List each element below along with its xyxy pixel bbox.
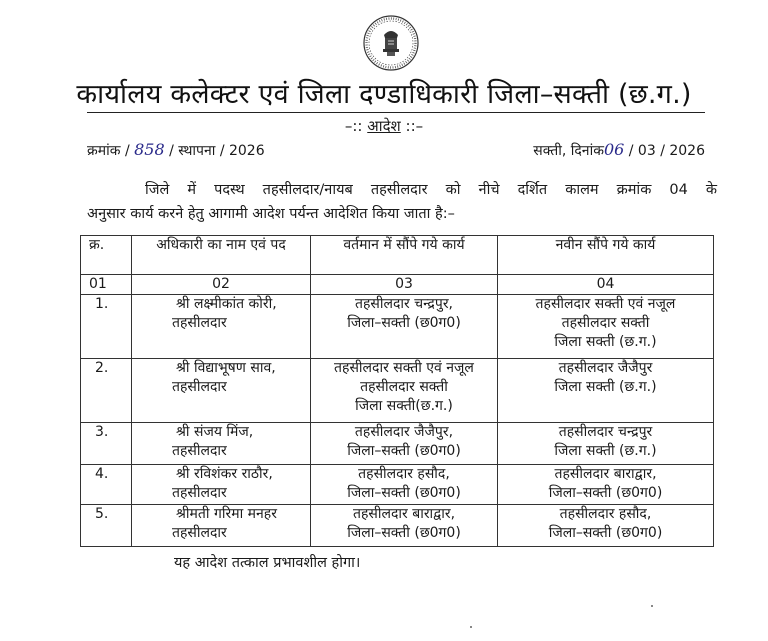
header-new: नवीन सौंपे गये कार्य	[498, 236, 714, 275]
new-line: जिला–सक्ती (छ0ग0)	[548, 485, 663, 501]
effective-note: यह आदेश तत्काल प्रभावशील होगा।	[174, 555, 361, 571]
new-line: जिला–सक्ती (छ0ग0)	[548, 525, 663, 541]
row-sr: 5.	[81, 505, 132, 547]
order-number-suffix: / स्थापना / 2026	[169, 143, 265, 159]
officer-name: श्रीमती गरिमा मनहर	[176, 506, 277, 522]
row-sr: 1.	[81, 295, 132, 359]
new-line: जिला सक्ती (छ.ग.)	[554, 379, 657, 395]
row-new	[498, 359, 714, 423]
current-line: तहसीलदार सक्ती एवं नजूल	[334, 360, 474, 376]
row-current	[311, 505, 498, 547]
col-number-4: 04	[498, 275, 714, 295]
intro-line-1: जिले में पदस्थ तहसीलदार/नायब तहसीलदार को नीचे दर्शित कालम क्रमांक 04 के	[145, 182, 717, 198]
officer-name: श्री संजय मिंज,	[176, 424, 254, 440]
order-title-left: –::	[344, 117, 368, 135]
row-current	[311, 359, 498, 423]
order-date	[533, 140, 705, 160]
table-row	[81, 359, 714, 423]
table-row	[81, 295, 714, 359]
row-new	[498, 295, 714, 359]
officer-name: श्री लक्ष्मीकांत कोरी,	[176, 296, 277, 312]
table-row	[81, 505, 714, 547]
table-row	[81, 423, 714, 465]
header-current: वर्तमान में सौंपे गये कार्य	[311, 236, 498, 275]
officer-post: तहसीलदार	[172, 485, 227, 501]
row-officer	[132, 295, 311, 359]
table-column-number-row	[81, 275, 714, 295]
current-line: तहसीलदार हसौद,	[358, 466, 450, 482]
officer-post: तहसीलदार	[172, 315, 227, 331]
order-date-suffix: / 03 / 2026	[628, 143, 705, 159]
new-line: तहसीलदार सक्ती	[561, 315, 650, 331]
row-officer	[132, 423, 311, 465]
row-officer	[132, 505, 311, 547]
row-current	[311, 423, 498, 465]
order-number-prefix: क्रमांक /	[87, 143, 130, 159]
table-header-row	[81, 236, 714, 275]
officer-name: श्री रविशंकर राठौर,	[176, 466, 273, 482]
order-date-prefix: सक्ती, दिनांक	[533, 143, 604, 159]
scan-speck	[470, 626, 472, 628]
row-new	[498, 423, 714, 465]
new-line: तहसीलदार जैजैपुर	[558, 360, 653, 376]
row-new	[498, 505, 714, 547]
intro-line-2: अनुसार कार्य करने हेतु आगामी आदेश पर्यन्त आदेशित किया जाता है:–	[87, 206, 455, 222]
row-officer	[132, 359, 311, 423]
current-line: तहसीलदार चन्द्रपुर,	[354, 296, 453, 312]
order-title	[0, 116, 768, 136]
current-line: जिला–सक्ती (छ0ग0)	[347, 443, 461, 459]
current-line: तहसीलदार जैजैपुर,	[354, 424, 454, 440]
table-row	[81, 465, 714, 505]
col-number-1: 01	[81, 275, 132, 295]
order-title-right: ::–	[400, 117, 424, 135]
current-line: जिला–सक्ती (छ0ग0)	[347, 485, 461, 501]
new-line: तहसीलदार चन्द्रपुर	[558, 424, 653, 440]
current-line: जिला–सक्ती (छ0ग0)	[347, 315, 461, 331]
row-sr: 4.	[81, 465, 132, 505]
national-emblem-icon	[362, 14, 420, 72]
transfer-table	[80, 235, 714, 547]
col-number-2: 02	[132, 275, 311, 295]
officer-post: तहसीलदार	[172, 379, 227, 395]
scan-speck	[651, 605, 653, 607]
new-line: तहसीलदार हसौद,	[559, 506, 652, 522]
order-title-word: आदेश	[367, 117, 401, 135]
order-date-day: 06	[603, 140, 625, 159]
new-line: तहसीलदार सक्ती एवं नजूल	[535, 296, 676, 312]
header-sr: क्र.	[81, 236, 132, 275]
col-number-3: 03	[311, 275, 498, 295]
intro-paragraph	[87, 178, 717, 226]
current-line: जिला सक्ती(छ.ग.)	[355, 398, 453, 414]
new-line: जिला सक्ती (छ.ग.)	[554, 443, 657, 459]
new-line: तहसीलदार बाराद्वार,	[554, 466, 657, 482]
row-sr: 3.	[81, 423, 132, 465]
officer-post: तहसीलदार	[172, 525, 227, 541]
officer-name: श्री विद्याभूषण साव,	[176, 360, 276, 376]
current-line: तहसीलदार बाराद्वार,	[352, 506, 456, 522]
row-current	[311, 465, 498, 505]
header-name: अधिकारी का नाम एवं पद	[132, 236, 311, 275]
row-current	[311, 295, 498, 359]
officer-post: तहसीलदार	[172, 443, 227, 459]
row-officer	[132, 465, 311, 505]
heading-rule	[87, 112, 705, 113]
order-number-handwritten: 858	[134, 140, 165, 159]
row-sr: 2.	[81, 359, 132, 423]
office-heading: कार्यालय कलेक्टर एवं जिला दण्डाधिकारी जिला–सक्ती (छ.ग.)	[76, 79, 692, 110]
current-line: जिला–सक्ती (छ0ग0)	[347, 525, 461, 541]
order-number	[87, 140, 265, 160]
new-line: जिला सक्ती (छ.ग.)	[554, 334, 657, 350]
current-line: तहसीलदार सक्ती	[360, 379, 448, 395]
row-new	[498, 465, 714, 505]
